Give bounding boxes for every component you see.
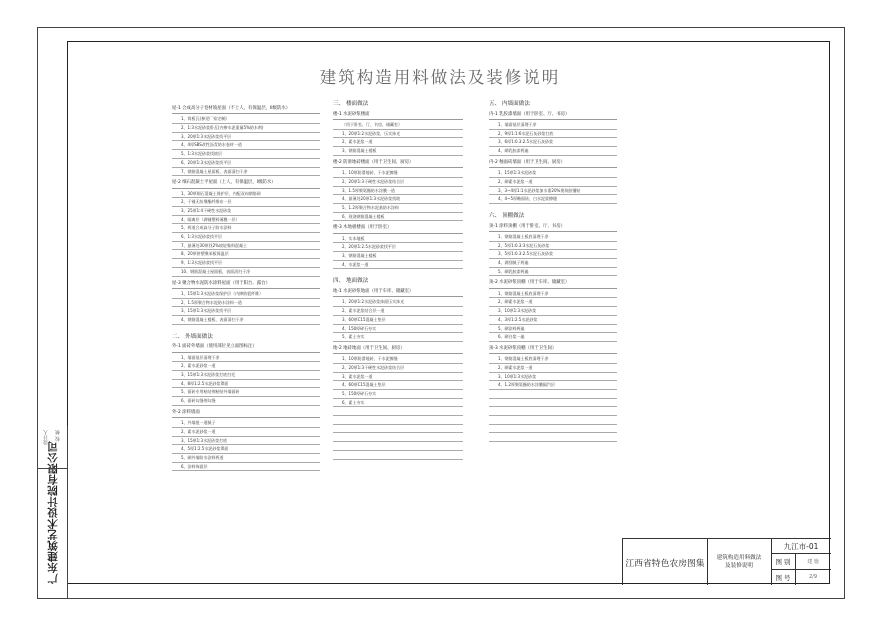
- spec-item: 4、刷乳胶漆两遍: [489, 147, 617, 156]
- spec-item: 4、5厚1:2.5水泥砂浆罩面: [172, 445, 320, 454]
- section-heading: 六、 顶棚做法: [489, 212, 525, 219]
- subsection-label: 内-2 釉面砖墙面（用于卫生间、厨房）: [489, 161, 617, 168]
- drawing-title-line-2: 及装修说明: [725, 563, 753, 569]
- spec-item: 1、墙面基层清理干净: [172, 354, 320, 363]
- drawing-number-row: [771, 570, 831, 585]
- spec-item: 4、水泥浆一道: [333, 261, 463, 270]
- drawing-number-value: 2/9: [808, 574, 818, 581]
- spec-item: （用于卧室、厅、书房、储藏室）: [333, 121, 463, 130]
- spec-item: 5、面砖专用粘结剂粘贴外墙面砖: [172, 388, 320, 397]
- spec-item: 2、20厚1:3干硬性水泥砂浆结合层: [333, 364, 463, 373]
- spec-item: 2、素水泥砂浆一道: [172, 428, 320, 437]
- spec-item: 4、8厚1:2.5水泥砂浆罩面: [172, 380, 320, 389]
- subsection-label: 楼-1 水泥砂浆楼面: [333, 113, 463, 120]
- notes-column-3: [489, 102, 617, 442]
- spec-item: 2、20厚1:2.5水泥砂浆找平层: [333, 243, 463, 252]
- sign-box: [38, 426, 67, 469]
- spec-item: 3、10厚1:3水泥砂浆: [489, 373, 617, 382]
- spec-item: 1、20厚1:2水泥砂浆抹面压实抹光: [333, 298, 463, 307]
- blank-line: [333, 425, 463, 434]
- spec-item: 4、4~5厚釉面砖，白水泥浆擦缝: [489, 195, 617, 204]
- subsection-label: 顶-1 涂料顶棚（用于卧室、厅、书房）: [489, 225, 617, 232]
- spec-item: 2、素水泥浆结合层一道: [333, 307, 463, 316]
- spec-item: 3、20厚1:3水泥砂浆找平层: [172, 133, 320, 142]
- spec-item: 4、最薄处20厚1:3水泥砂浆找坡: [333, 195, 463, 204]
- spec-item: 7、最薄处30厚找2%坡轻集料混凝土: [172, 242, 320, 251]
- spec-item: 4、60厚C15混凝土垫层: [333, 381, 463, 390]
- section-heading: 五、 内墙面做法: [489, 101, 530, 107]
- spec-item: 4、隔离层（满铺塑料薄膜一层）: [172, 216, 320, 225]
- drawing-title-line-1: 建筑构造用料做法: [716, 554, 762, 561]
- blank-line: [489, 433, 617, 442]
- company-name: 广东建筑艺术设计院有限公司: [47, 440, 59, 584]
- subsection-label: 楼-2 防滑地砖楼面（用于卫生间、厨房）: [333, 161, 463, 168]
- subsection-label: 屋-3 聚合物水泥防水涂料屋面（用于阳台、露台）: [172, 282, 320, 289]
- subsection-label: 外-1 面砖外墙面（使用部位见立面图标注）: [172, 345, 320, 352]
- subsection-label: 外-2 涂料墙面: [172, 411, 320, 418]
- spec-item: 7、钢筋混凝土屋面板，表面清扫干净: [172, 168, 320, 177]
- spec-item: 1、钢筋混凝土板底清理干净: [489, 233, 617, 242]
- spec-item: 1、10厚防滑地砖，干水泥擦缝: [333, 169, 463, 178]
- spec-item: 10、钢筋混凝土屋面板，表面清扫干净: [172, 268, 320, 277]
- blank-line: [489, 416, 617, 425]
- spec-item: 4、3厚1:2.5水泥砂浆: [489, 316, 617, 325]
- spec-item: 2、素水泥砂浆一道: [172, 362, 320, 371]
- drawing-title: [707, 539, 772, 585]
- spec-item: 3、6厚1:0.3:2.5水泥石灰砂浆: [489, 138, 617, 147]
- spec-item: 2、1.5厚聚合物水泥防水涂料一道: [172, 299, 320, 308]
- spec-item: 1、钢筋混凝土板底清理干净: [489, 355, 617, 364]
- spec-item: 4、满刮腻子两遍: [489, 259, 617, 268]
- spec-item: 3、钢筋混凝土楼板: [333, 147, 463, 156]
- blank-line: [333, 442, 463, 451]
- subsection-label: 屋-1 合成高分子卷材坡屋面（不上人，有保温层，II级防水）: [172, 107, 320, 114]
- spec-item: 2、20厚1:3干硬性水泥砂浆结合层: [333, 178, 463, 187]
- spec-item: 3、60厚C15混凝土垫层: [333, 316, 463, 325]
- project-name: 江西省特色农房图集: [623, 539, 708, 585]
- spec-item: 2、5厚1:0.3:3水泥石灰砂浆: [489, 242, 617, 251]
- spec-item: 1、15厚1:3水泥砂浆: [489, 169, 617, 178]
- spec-item: 5、1.2厚聚合物水泥基防水涂料: [333, 204, 463, 213]
- title-block: [622, 538, 831, 585]
- spec-item: 6、1:3水泥砂浆找平层: [172, 233, 320, 242]
- spec-item: 5、刷涂料两遍: [489, 325, 617, 334]
- spec-item: 5、刷外墙防水涂料两道: [172, 454, 320, 463]
- spec-item: 4、钢筋混凝土楼板，表面清扫干净: [172, 316, 320, 325]
- spec-item: 5、150厚碎石夯实: [333, 390, 463, 399]
- page-title: 建筑构造用料做法及装修说明: [319, 68, 561, 87]
- subsection-label: 地-1 水泥砂浆地面（用于车库、储藏室）: [333, 290, 463, 297]
- spec-item: 3、15厚1:3水泥砂浆打底扫毛: [172, 371, 320, 380]
- spec-item: 1、30厚细石混凝土保护层，内配双向钢筋网: [172, 190, 320, 199]
- spec-item: 3、3~4厚1:1水泥砂浆加水重20%建筑胶镶贴: [489, 187, 617, 196]
- section-heading: 二、 外墙面做法: [172, 333, 213, 340]
- spec-item: 1、墙面基层清理干净: [489, 121, 617, 130]
- spec-item: 3、1.5厚聚氨酯防水涂膜一道: [333, 187, 463, 196]
- spec-item: 1、10厚防滑地砖，干水泥擦缝: [333, 355, 463, 364]
- spec-item: 2、9厚1:1:6水泥石灰砂浆打底: [489, 130, 617, 139]
- sign-label-designer: 设计人: [43, 430, 49, 445]
- spec-item: 5、素土夯实: [333, 333, 463, 342]
- blank-line: [333, 407, 463, 416]
- spec-item: 2、1:3水泥砂浆卧瓦(内掺水泥重量5%防水剂): [172, 124, 320, 133]
- spec-item: 8、20厚挤塑聚苯板保温层: [172, 250, 320, 259]
- spec-item: 2、刷素水泥浆一道: [489, 364, 617, 373]
- spec-item: 2、干铺无纺聚酯纤维布一层: [172, 198, 320, 207]
- subsection-label: 顶-2 水泥砂浆顶棚（用于车库、储藏室）: [489, 281, 617, 288]
- spec-item: 6、素土夯实: [333, 399, 463, 408]
- spec-item: 1、筒板瓦(参见厂家定制): [172, 115, 320, 124]
- subsection-label: 内-1 乳胶漆墙面（用于卧室、厅、书房）: [489, 113, 617, 120]
- spec-item: 1、20厚1:2水泥砂浆，压实抹光: [333, 130, 463, 139]
- blank-line: [333, 451, 463, 460]
- spec-item: 2、刷素水泥浆一道: [489, 178, 617, 187]
- spec-item: 4、150厚碎石夯实: [333, 325, 463, 334]
- spec-item: 1、实木地板: [333, 235, 463, 244]
- section-heading: 三、 楼面做法: [333, 101, 369, 107]
- sign-label-checker: 校 核: [55, 430, 61, 442]
- spec-item: 3、素水泥浆一道: [333, 373, 463, 382]
- spec-item: 6、刷白浆一遍: [489, 333, 617, 342]
- spec-item: 3、10厚1:3水泥砂浆: [489, 307, 617, 316]
- spec-item: 3、15厚1:3水泥砂浆找平层: [172, 307, 320, 316]
- spec-item: 6、涂料饰面层: [172, 463, 320, 472]
- notes-column-2: [333, 102, 463, 460]
- drawing-code: 九江市-01: [771, 539, 831, 554]
- subsection-label: 地-2 地砖地面（用于卫生间、厨房）: [333, 347, 463, 354]
- spec-item: 2、素水泥浆一道: [333, 138, 463, 147]
- spec-item: 5、两道合成高分子防水涂料: [172, 224, 320, 233]
- blank-line: [333, 416, 463, 425]
- spec-item: 5、1:3水泥砂浆找坡层: [172, 150, 320, 159]
- subsection-label: 顶-3 水泥砂浆顶棚（用于卫生间）: [489, 347, 617, 354]
- blank-line: [489, 399, 617, 408]
- drawing-category-row: [771, 554, 831, 569]
- spec-item: 2、刷素水泥浆一道: [489, 298, 617, 307]
- blank-line: [489, 425, 617, 434]
- spec-item: 9、1:3水泥砂浆找平层: [172, 259, 320, 268]
- subsection-label: 屋-2 细石混凝土平屋面（上人，有保温层，I级防水）: [172, 181, 320, 188]
- spec-item: 3、钢筋混凝土楼板: [333, 252, 463, 261]
- spec-item: 1、外墙批一道腻子: [172, 419, 320, 428]
- subsection-label: 楼-3 木地板楼面（用于卧室）: [333, 226, 463, 233]
- spec-item: 3、15厚1:3水泥砂浆打底: [172, 437, 320, 446]
- blank-line: [489, 390, 617, 399]
- spec-item: 6、面砖勾缝剂勾缝: [172, 397, 320, 406]
- spec-item: 4、1.2厚聚氨酯防水涂膜隔汽层: [489, 381, 617, 390]
- spec-item: 3、25厚1:4干硬性水泥砂浆: [172, 207, 320, 216]
- notes-column-1: [172, 102, 320, 471]
- section-heading: 四、 地面做法: [333, 278, 369, 285]
- spec-item: 6、20厚1:3水泥砂浆找平层: [172, 159, 320, 168]
- spec-item: 5、刷乳胶漆两遍: [489, 268, 617, 277]
- blank-line: [489, 407, 617, 416]
- drawing-category-label: 图 别: [771, 554, 796, 568]
- spec-item: 1、钢筋混凝土板底清理干净: [489, 290, 617, 299]
- blank-line: [333, 433, 463, 442]
- spec-item: 1、15厚1:3水泥砂浆保护层（内掺防裂纤维）: [172, 290, 320, 299]
- spec-item: 4、4厚SBS改性沥青防水卷材一道: [172, 141, 320, 150]
- spec-item: 6、现浇钢筋混凝土楼板: [333, 213, 463, 222]
- spec-item: 3、5厚1:0.3:2.5水泥石灰砂浆: [489, 250, 617, 259]
- drawing-category-value: 建 施: [807, 558, 819, 565]
- drawing-number-label: 图 号: [771, 570, 796, 585]
